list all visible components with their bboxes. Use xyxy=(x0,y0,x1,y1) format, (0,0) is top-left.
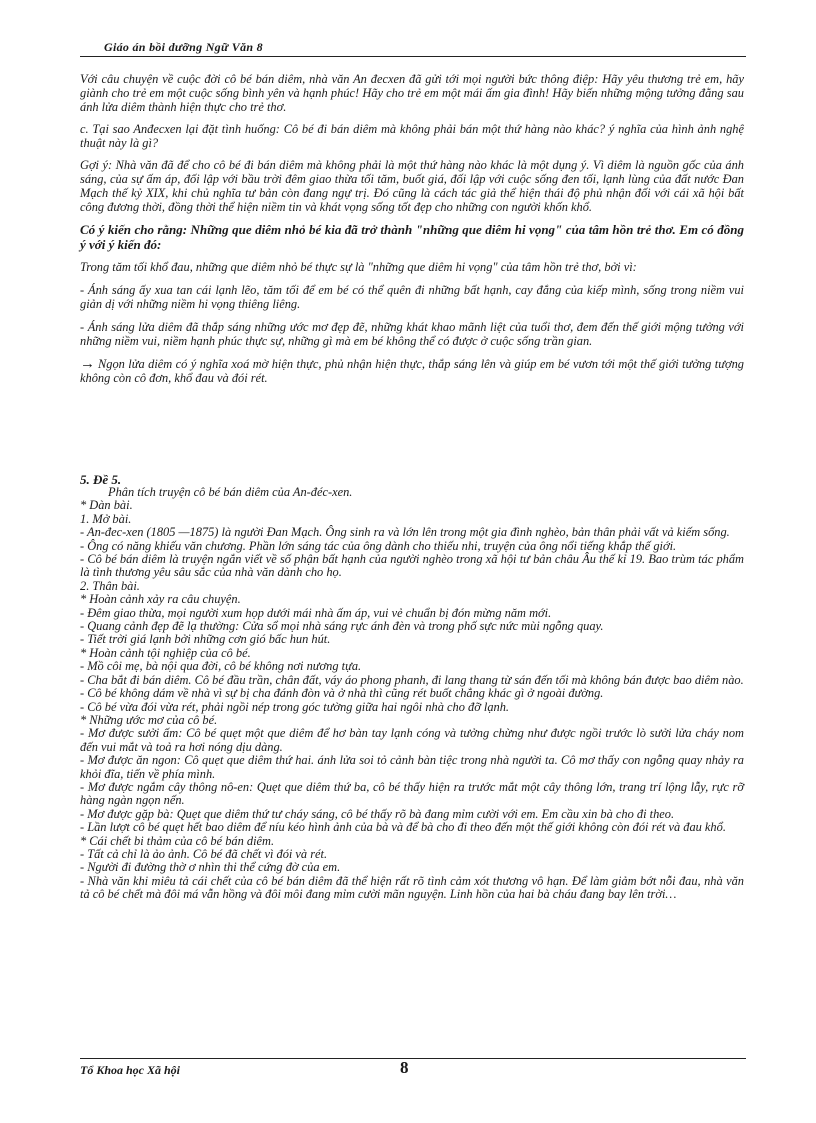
page-number: 8 xyxy=(400,1058,409,1077)
outline-line: - Lần lượt cô bé quẹt hết bao diêm để níu kéo hình ảnh của bà và để bà cho đi theo đến một thế giới không còn đói rét và đau khổ. xyxy=(80,820,726,835)
outline-line: - Tiết trời giá lạnh bởi những cơn gió bấc hun hút. xyxy=(80,632,331,647)
outline-line: - Nhà văn khi miêu tả cái chết của cô bé bán diêm đã thể hiện rất rõ tình cảm xót thương vô hạn. Để làm giảm bớt nỗi đau, nhà văn tả cô bé chết mà đôi má vẫn hồng và đôi môi đang mỉm cười mãn nguyện. Linh hồn của hai bà cháu đang bay lên trời… xyxy=(80,873,744,902)
opinion-question: Có ý kiến cho rằng: Những que diêm nhỏ bé kia đã trở thành "những que diêm hi vọng" của tâm hồn trẻ thơ. Em có đồng ý với ý kiến đó: xyxy=(80,222,744,252)
outline-line: * Hoàn cảnh xảy ra câu chuyện. xyxy=(80,592,241,607)
answer-bullet-2: - Ánh sáng lửa diêm đã thắp sáng những ước mơ đẹp đẽ, những khát khao mãnh liệt của tuổi thơ, đem đến thế giới mộng tưởng với những niềm vui, niềm hạnh phúc thực sự, những gì mà em bé không thể có được ở cuộc sống trần gian. xyxy=(80,320,744,348)
suggestion-paragraph: Gợi ý: Nhà văn đã để cho cô bé đi bán diêm mà không phải là một thứ hàng nào khác là một dụng ý. Vì diêm là nguồn gốc của ánh sáng, của sự ấm áp, đối lập với bầu trời đêm giao thừa tối tăm, buốt giá, đối lập với cuộc sống đen tối, lạnh lùng của đất nước Đan Mạch thế kỷ XIX, khi chủ nghĩa tư bản còn đang ngự trị. Đó cũng là cách tác giả thể hiện thái độ phủ nhận đối với cái xã hội bất công đương thời, đồng thời thể hiện niềm tin và khát vọng sống tốt đẹp cho những con người khốn khổ. xyxy=(80,158,744,214)
outline-line: 1. Mở bài. xyxy=(80,511,132,526)
intro-section xyxy=(80,72,744,385)
conclusion-line xyxy=(80,357,744,385)
outline-line: - An-đec-xen (1805 —1875) là người Đan Mạch. Ông sinh ra và lớn lên trong một gia đình nghèo, bản thân phải vất vả kiếm sống. xyxy=(80,525,730,540)
de5-heading: 5. Đề 5. xyxy=(80,472,122,487)
outline-line: - Mơ được gặp bà: Quẹt que diêm thứ tư cháy sáng, cô bé thấy rõ bà đang mỉm cười với em. Em cầu xin bà cho đi theo. xyxy=(80,806,675,821)
page-header: Giáo án bồi dưỡng Ngữ Văn 8 xyxy=(104,40,263,54)
outline-line: 2. Thân bài. xyxy=(80,578,140,593)
arrow-right-icon: → xyxy=(80,356,95,372)
intro-paragraph: Với câu chuyện về cuộc đời cô bé bán diêm, nhà văn An đecxen đã gửi tới mọi người bức thông điệp: Hãy yêu thương trẻ em, hãy giành cho trẻ em một cuộc sống bình yên và hạnh phúc! Hãy cho trẻ em một mái ấm gia đình! Hãy biến những mộng tưởng đằng sau ánh lửa diêm thành hiện thực cho trẻ thơ. xyxy=(80,72,744,114)
outline-line: - Cô bé không dám về nhà vì sự bị cha đánh đòn và ở nhà thì cũng rét buốt chẳng khác gì ở ngoài đường. xyxy=(80,686,604,701)
outline-line: - Cô bé vừa đói vừa rét, phải ngồi nép trong góc tường giữa hai ngôi nhà cho đỡ lạnh. xyxy=(80,699,510,714)
outline-line: - Mồ côi mẹ, bà nội qua đời, cô bé không nơi nương tựa. xyxy=(80,659,362,674)
outline-line: - Mơ được ăn ngon: Cô quẹt que diêm thứ hai. ánh lửa soi tỏ cảnh bàn tiệc trong nhà người ta. Cô mơ thấy con ngỗng quay nhảy ra khỏi đĩa, tiến về phía mình. xyxy=(80,753,744,781)
header-rule xyxy=(80,56,746,57)
outline-line: * Những ước mơ của cô bé. xyxy=(80,712,218,727)
outline-line: - Tất cả chỉ là ảo ảnh. Cô bé đã chết vì đói và rét. xyxy=(80,846,328,861)
conclusion-text: Ngọn lửa diêm có ý nghĩa xoá mờ hiện thực, phủ nhận hiện thực, thắp sáng lên và giúp em bé vươn tới một thế giới tưởng tượng không còn cô đơn, khổ đau và đói rét. xyxy=(80,357,744,385)
de5-outline xyxy=(80,486,744,902)
outline-line: - Cha bắt đi bán diêm. Cô bé đầu trần, chân đất, váy áo phong phanh, đi lang thang từ sán đến tối mà không bán được bao diêm nào. xyxy=(80,672,744,687)
outline-line: - Mơ được sưởi ấm: Cô bé quẹt một que diêm để hơ bàn tay lạnh cóng và tưởng chừng như được ngồi trước lò sưởi lửa cháy nom đến vui mắt và toả ra hơi nóng dịu dàng. xyxy=(80,726,744,754)
outline-line: - Quang cảnh đẹp đẽ lạ thường: Cửa sổ mọi nhà sáng rực ánh đèn và trong phố sực nức mùi ngỗng quay. xyxy=(80,619,604,634)
de5-prompt: Phân tích truyện cô bé bán diêm của An-đéc-xen. xyxy=(108,485,353,499)
answer-bullet-1: - Ánh sáng ấy xua tan cái lạnh lẽo, tăm tối để em bé có thể quên đi những bất hạnh, cay đắng của kiếp mình, sống trong niềm vui giản dị với những niềm hi vọng thiêng liêng. xyxy=(80,283,744,311)
answer-intro: Trong tăm tối khổ đau, những que diêm nhỏ bé thực sự là "những que diêm hi vọng" của tâm hồn trẻ thơ, bởi vì: xyxy=(80,260,637,274)
footer-department: Tổ Khoa học Xã hội xyxy=(80,1063,181,1077)
outline-line: - Mơ được ngắm cây thông nô-en: Quẹt que diêm thứ ba, cô bé thấy hiện ra trước mắt một cây thông lớn, trang trí lộng lẫy, rực rỡ hàng ngàn ngọn nến. xyxy=(80,779,744,808)
question-c: c. Tại sao Anđecxen lại đặt tình huống: Cô bé đi bán diêm mà không phải bán một thứ hàng nào khác? ý nghĩa của hình ảnh nghệ thuật này là gì? xyxy=(80,122,744,150)
footer-rule xyxy=(80,1058,746,1059)
outline-line: - Ông có năng khiếu văn chương. Phần lớn sáng tác của ông dành cho thiếu nhi, truyện của ông nổi tiếng khắp thế giới. xyxy=(80,538,677,553)
outline-line: * Cái chết bi thảm của cô bé bán diêm. xyxy=(80,833,275,848)
outline-line: - Người đi đường thờ ơ nhìn thi thể cứng đờ của em. xyxy=(80,860,341,875)
outline-line: - Cô bé bán diêm là truyện ngắn viết về số phận bất hạnh của người nghèo trong xã hội tư bản châu Âu thế kỉ 19. Bao trùm tác phẩm là tình thương yêu sâu sắc của nhà văn dành cho họ. xyxy=(80,552,744,580)
outline-line: - Đêm giao thừa, mọi người xum họp dưới mái nhà ấm áp, vui vẻ chuẩn bị đón mừng năm mới. xyxy=(80,605,552,620)
outline-line: * Hoàn cảnh tội nghiệp của cô bé. xyxy=(80,645,251,660)
outline-line: * Dàn bài. xyxy=(80,498,133,513)
